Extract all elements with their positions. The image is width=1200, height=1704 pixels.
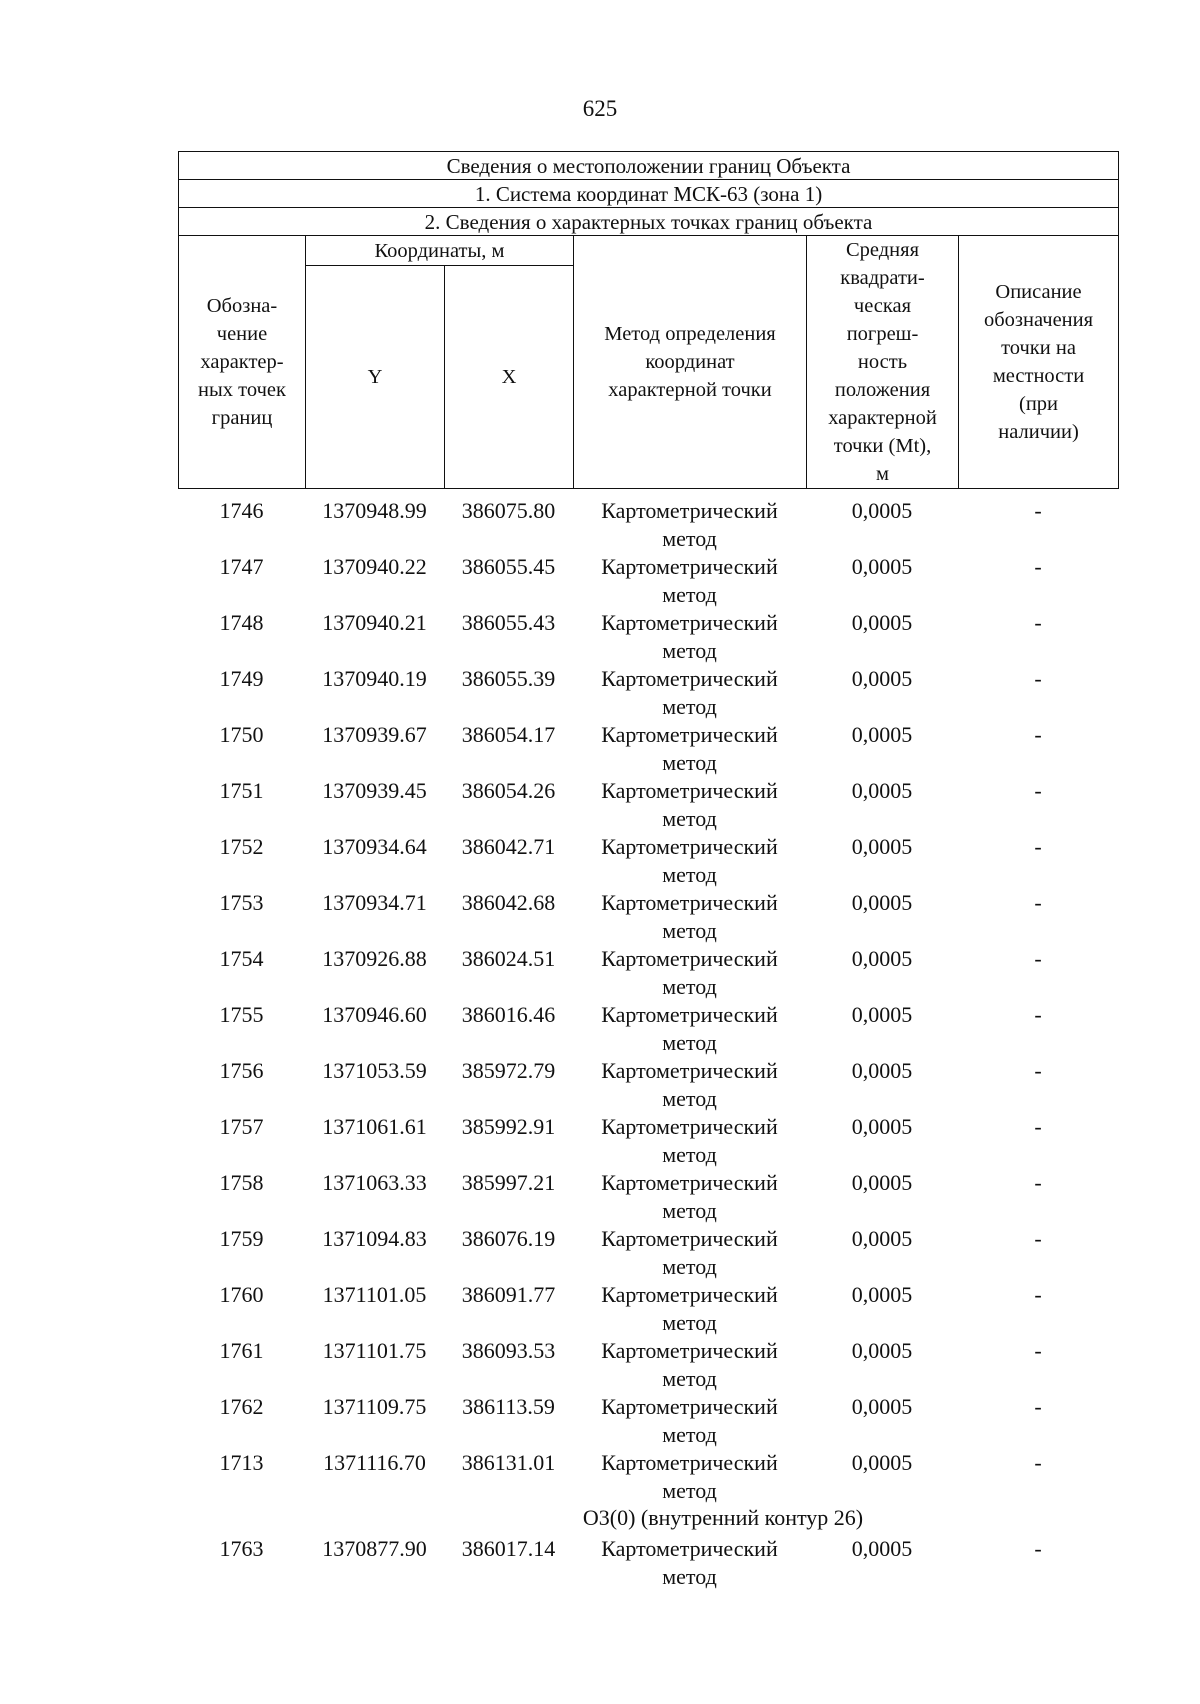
error-value: 0,0005 — [851, 1170, 913, 1195]
description: - — [1034, 610, 1042, 635]
method: Картометрический метод — [601, 778, 778, 831]
coord-y: 1370940.22 — [322, 554, 427, 579]
coord-x: 386016.46 — [461, 1002, 556, 1027]
coord-x: 385997.21 — [461, 1170, 556, 1195]
method: Картометрический метод — [601, 1170, 778, 1223]
point-id: 1746 — [219, 498, 264, 523]
point-id: 1749 — [219, 666, 264, 691]
method: Картометрический метод — [601, 890, 778, 943]
coord-y: 1370939.45 — [322, 778, 427, 803]
error-value: 0,0005 — [851, 1002, 913, 1027]
coord-y: 1371094.83 — [322, 1226, 427, 1251]
col-x-header: X — [445, 266, 574, 489]
coord-x: 386076.19 — [461, 1226, 556, 1251]
coord-x: 386042.68 — [461, 890, 556, 915]
error-value: 0,0005 — [851, 834, 913, 859]
method: Картометрический метод — [601, 1450, 778, 1503]
description: - — [1034, 554, 1042, 579]
error-value: 0,0005 — [851, 1226, 913, 1251]
coord-x: 386042.71 — [461, 834, 556, 859]
coord-x: 385972.79 — [461, 1058, 556, 1083]
coord-x: 386055.45 — [461, 554, 556, 579]
method: Картометрический метод — [601, 1394, 778, 1447]
point-id: 1751 — [219, 778, 264, 803]
point-id: 1713 — [219, 1450, 264, 1475]
point-id: 1760 — [219, 1282, 264, 1307]
coord-y: 1371101.05 — [322, 1282, 427, 1307]
table-row — [178, 1393, 1118, 1449]
table-row — [178, 1057, 1118, 1113]
description: - — [1034, 1394, 1042, 1419]
description: - — [1034, 1536, 1042, 1561]
point-id: 1756 — [219, 1058, 264, 1083]
point-id: 1757 — [219, 1114, 264, 1139]
error-value: 0,0005 — [851, 722, 913, 747]
table-row — [178, 889, 1118, 945]
description: - — [1034, 946, 1042, 971]
description: - — [1034, 834, 1042, 859]
error-value: 0,0005 — [851, 1114, 913, 1139]
coord-y: 1371109.75 — [322, 1394, 427, 1419]
description: - — [1034, 1170, 1042, 1195]
method: Картометрический метод — [601, 1002, 778, 1055]
coord-x: 386024.51 — [461, 946, 556, 971]
col-description-header: Описание обозначения точки на местности (при наличии) — [959, 236, 1119, 489]
coord-y: 1370926.88 — [322, 946, 427, 971]
point-id: 1759 — [219, 1226, 264, 1251]
coord-y: 1371061.61 — [322, 1114, 427, 1139]
coord-y: 1370946.60 — [322, 1002, 427, 1027]
point-id: 1763 — [219, 1536, 264, 1561]
method: Картометрический метод — [601, 946, 778, 999]
subsection-title: О3(0) (внутренний контур 26) — [582, 1505, 864, 1530]
method: Картометрический метод — [601, 498, 778, 551]
coord-x: 386055.39 — [461, 666, 556, 691]
coord-x: 385992.91 — [461, 1114, 556, 1139]
coord-x: 386055.43 — [461, 610, 556, 635]
description: - — [1034, 1450, 1042, 1475]
table-row — [178, 1001, 1118, 1057]
description: - — [1034, 666, 1042, 691]
points-list — [178, 497, 1118, 1505]
table-row — [178, 833, 1118, 889]
coord-y: 1371101.75 — [322, 1338, 427, 1363]
method: Картометрический метод — [601, 554, 778, 607]
error-value: 0,0005 — [851, 666, 913, 691]
coord-y: 1371063.33 — [322, 1170, 427, 1195]
table-row — [178, 665, 1118, 721]
table-row — [178, 553, 1118, 609]
method: Картометрический метод — [601, 610, 778, 663]
col-designation-header: Обозна- чение характер- ных точек границ — [179, 236, 306, 489]
method: Картометрический метод — [601, 834, 778, 887]
coord-y: 1370934.64 — [322, 834, 427, 859]
error-value: 0,0005 — [851, 778, 913, 803]
table-row — [178, 1169, 1118, 1225]
point-id: 1747 — [219, 554, 264, 579]
table-row — [178, 1225, 1118, 1281]
data-rows — [178, 497, 1118, 1591]
method: Картометрический метод — [601, 1058, 778, 1111]
error-value: 0,0005 — [851, 1338, 913, 1363]
point-id: 1750 — [219, 722, 264, 747]
description: - — [1034, 1002, 1042, 1027]
method: Картометрический метод — [601, 1282, 778, 1335]
coord-x: 386113.59 — [462, 1394, 555, 1419]
description: - — [1034, 498, 1042, 523]
col-method-header: Метод определения координат характерной точки — [574, 236, 807, 489]
point-id: 1753 — [219, 890, 264, 915]
page-number: 625 — [582, 96, 618, 121]
error-value: 0,0005 — [851, 890, 913, 915]
point-id: 1758 — [219, 1170, 264, 1195]
coord-y: 1370940.19 — [322, 666, 427, 691]
col-coordinates-header: Координаты, м — [306, 236, 574, 266]
point-id: 1762 — [219, 1394, 264, 1419]
table-row — [178, 1113, 1118, 1169]
point-id: 1754 — [219, 946, 264, 971]
col-y-header: Y — [306, 266, 445, 489]
coord-x: 386054.17 — [461, 722, 556, 747]
table-row — [178, 945, 1118, 1001]
method: Картометрический метод — [601, 1226, 778, 1279]
error-value: 0,0005 — [851, 498, 913, 523]
description: - — [1034, 1058, 1042, 1083]
coord-x: 386075.80 — [461, 498, 556, 523]
coord-y: 1370939.67 — [322, 722, 427, 747]
point-id: 1761 — [219, 1338, 264, 1363]
description: - — [1034, 1338, 1042, 1363]
description: - — [1034, 1282, 1042, 1307]
description: - — [1034, 722, 1042, 747]
method: Картометрический метод — [601, 1114, 778, 1167]
point-id: 1752 — [219, 834, 264, 859]
table-row — [178, 609, 1118, 665]
error-value: 0,0005 — [851, 1394, 913, 1419]
method: Картометрический метод — [601, 1338, 778, 1391]
method: Картометрический метод — [601, 722, 778, 775]
error-value: 0,0005 — [851, 1536, 913, 1561]
error-value: 0,0005 — [851, 1058, 913, 1083]
error-value: 0,0005 — [851, 610, 913, 635]
method: Картометрический метод — [601, 666, 778, 719]
error-value: 0,0005 — [851, 946, 913, 971]
header-table — [178, 151, 1119, 489]
table-row — [178, 1535, 1118, 1591]
table-row — [178, 1337, 1118, 1393]
coord-y: 1370877.90 — [322, 1536, 427, 1561]
coord-x: 386054.26 — [461, 778, 556, 803]
description: - — [1034, 890, 1042, 915]
description: - — [1034, 1114, 1042, 1139]
coord-y: 1370948.99 — [322, 498, 427, 523]
coord-y: 1370934.71 — [322, 890, 427, 915]
col-error-header: Средняя квадрати- ческая погреш- ность положения характерной точки (Mt), м — [807, 236, 959, 489]
coord-y: 1370940.21 — [322, 610, 427, 635]
coord-x: 386131.01 — [461, 1450, 556, 1475]
method: Картометрический метод — [601, 1536, 778, 1589]
point-id: 1748 — [219, 610, 264, 635]
coord-y: 1371053.59 — [322, 1058, 427, 1083]
table-row — [178, 777, 1118, 833]
table-row — [178, 1449, 1118, 1505]
point-id: 1755 — [219, 1002, 264, 1027]
section-title: 2. Сведения о характерных точках границ объекта — [179, 208, 1119, 236]
description: - — [1034, 778, 1042, 803]
error-value: 0,0005 — [851, 554, 913, 579]
table-row — [178, 497, 1118, 553]
error-value: 0,0005 — [851, 1282, 913, 1307]
inner-contour-points-list — [178, 1535, 1118, 1591]
coordinate-system: 1. Система координат МСК-63 (зона 1) — [179, 180, 1119, 208]
description: - — [1034, 1226, 1042, 1251]
coord-x: 386017.14 — [461, 1536, 556, 1561]
error-value: 0,0005 — [851, 1450, 913, 1475]
table-row — [178, 1281, 1118, 1337]
table-title: Сведения о местоположении границ Объекта — [179, 152, 1119, 180]
table-row — [178, 721, 1118, 777]
coord-x: 386093.53 — [461, 1338, 556, 1363]
coord-y: 1371116.70 — [323, 1450, 426, 1475]
coord-x: 386091.77 — [461, 1282, 556, 1307]
